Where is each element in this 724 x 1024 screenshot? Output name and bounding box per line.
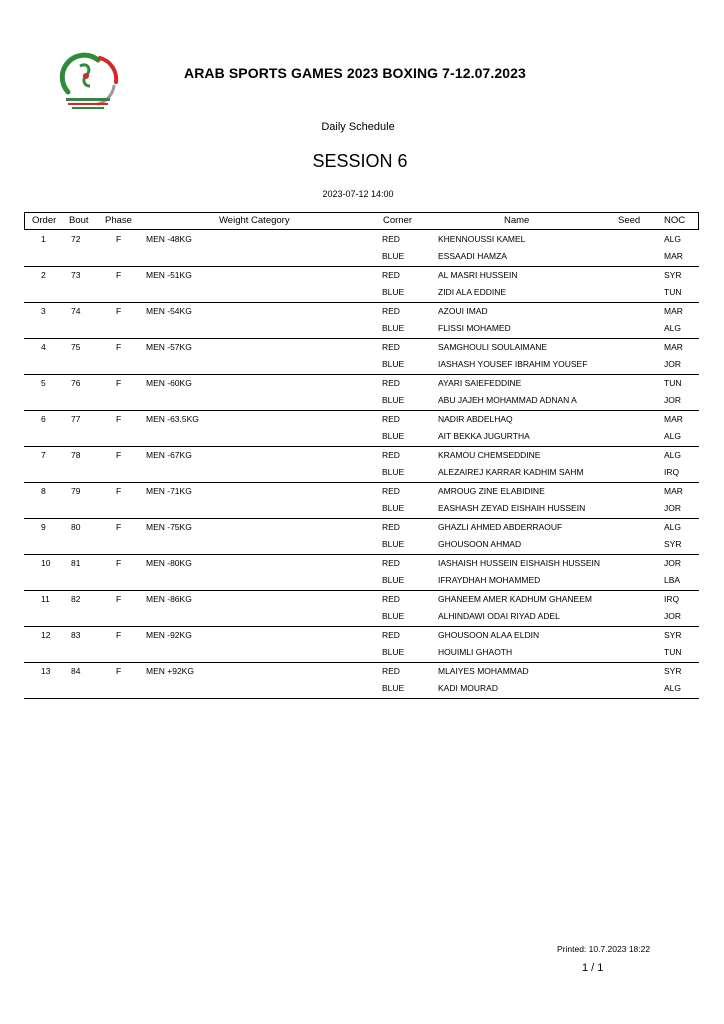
table-header [24, 212, 699, 230]
blue-boxer-noc: JOR [664, 611, 681, 621]
weight-category: MEN -54KG [146, 306, 192, 316]
bout-number: 84 [71, 666, 81, 676]
weight-category: MEN -51KG [146, 270, 192, 280]
column-header-weight: Weight Category [219, 215, 290, 226]
blue-boxer-name: ZIDI ALA EDDINE [438, 287, 507, 297]
bout-phase: F [116, 414, 122, 424]
bout-number: 82 [71, 594, 81, 604]
weight-category: MEN -63.5KG [146, 414, 199, 424]
red-corner-label: RED [382, 594, 400, 604]
bout-order: 7 [41, 450, 46, 460]
blue-corner-label: BLUE [382, 575, 405, 585]
column-header-corner: Corner [383, 215, 413, 226]
blue-corner-label: BLUE [382, 467, 405, 477]
blue-boxer-name: KADI MOURAD [438, 683, 498, 693]
red-boxer-noc: MAR [664, 486, 683, 496]
red-boxer-noc: MAR [664, 414, 683, 424]
weight-category: MEN -75KG [146, 522, 192, 532]
bout-order: 4 [41, 342, 46, 352]
subtitle-text: Daily Schedule [321, 121, 395, 133]
weight-category: MEN -71KG [146, 486, 192, 496]
bout-row [24, 375, 699, 411]
red-boxer-name: MLAIYES MOHAMMAD [438, 666, 529, 676]
page-number: 1 / 1 [582, 962, 604, 974]
bout-phase: F [116, 558, 122, 568]
blue-boxer-name: GHOUSOON AHMAD [438, 539, 522, 549]
bout-order: 3 [41, 306, 46, 316]
blue-corner-label: BLUE [382, 323, 405, 333]
blue-boxer-noc: SYR [664, 539, 682, 549]
bout-order: 8 [41, 486, 46, 496]
column-header-name: Name [504, 215, 530, 226]
column-header-noc: NOC [664, 215, 686, 226]
bout-row [24, 267, 699, 303]
column-header-bout: Bout [69, 215, 89, 226]
bout-number: 74 [71, 306, 81, 316]
blue-boxer-name: ALEZAIREJ KARRAR KADHIM SAHM [438, 467, 584, 477]
bout-phase: F [116, 594, 122, 604]
bout-phase: F [116, 450, 122, 460]
bout-phase: F [116, 234, 122, 244]
bout-order: 11 [41, 594, 50, 604]
blue-boxer-name: FLISSI MOHAMED [438, 323, 511, 333]
bout-row [24, 339, 699, 375]
red-boxer-name: IASHAISH HUSSEIN EISHAISH HUSSEIN [438, 558, 601, 568]
red-boxer-noc: TUN [664, 378, 682, 388]
blue-boxer-name: ALHINDAWI ODAI RIYAD ADEL [438, 611, 560, 621]
red-corner-label: RED [382, 450, 400, 460]
red-boxer-noc: ALG [664, 450, 682, 460]
blue-boxer-name: HOUIMLI GHAOTH [438, 647, 513, 657]
bout-phase: F [116, 486, 122, 496]
blue-boxer-name: AIT BEKKA JUGURTHA [438, 431, 530, 441]
bout-number: 72 [71, 234, 81, 244]
column-header-seed: Seed [618, 215, 641, 226]
red-boxer-noc: IRQ [664, 594, 680, 604]
red-boxer-name: KRAMOU CHEMSEDDINE [438, 450, 541, 460]
bout-number: 83 [71, 630, 81, 640]
blue-boxer-name: IFRAYDHAH MOHAMMED [438, 575, 541, 585]
document-title: ARAB SPORTS GAMES 2023 BOXING 7-12.07.2023 [184, 65, 526, 81]
red-corner-label: RED [382, 414, 400, 424]
blue-boxer-noc: MAR [664, 251, 683, 261]
bout-row [24, 555, 699, 591]
blue-boxer-noc: IRQ [664, 467, 680, 477]
bout-order: 5 [41, 378, 46, 388]
bout-phase: F [116, 306, 122, 316]
red-boxer-name: SAMGHOULI SOULAIMANE [438, 342, 548, 352]
blue-boxer-noc: LBA [664, 575, 681, 585]
weight-category: MEN -86KG [146, 594, 192, 604]
blue-boxer-name: EASHASH ZEYAD EISHAIH HUSSEIN [438, 503, 586, 513]
weight-category: MEN -67KG [146, 450, 192, 460]
bout-row [24, 483, 699, 519]
red-boxer-noc: ALG [664, 522, 682, 532]
blue-corner-label: BLUE [382, 431, 405, 441]
bout-row [24, 519, 699, 555]
red-boxer-name: NADIR ABDELHAQ [438, 414, 513, 424]
column-header-phase: Phase [105, 215, 132, 226]
blue-corner-label: BLUE [382, 287, 405, 297]
session-text: SESSION 6 [312, 151, 408, 171]
bout-row [24, 447, 699, 483]
red-corner-label: RED [382, 630, 400, 640]
blue-corner-label: BLUE [382, 503, 405, 513]
red-boxer-noc: MAR [664, 342, 683, 352]
bout-phase: F [116, 630, 122, 640]
red-corner-label: RED [382, 234, 400, 244]
datetime-text: 2023-07-12 14:00 [322, 189, 394, 199]
bout-order: 10 [41, 558, 51, 568]
blue-corner-label: BLUE [382, 683, 405, 693]
weight-category: MEN +92KG [146, 666, 194, 676]
blue-corner-label: BLUE [382, 611, 405, 621]
bout-number: 78 [71, 450, 81, 460]
red-corner-label: RED [382, 486, 400, 496]
blue-boxer-name: ESSAADI HAMZA [438, 251, 507, 261]
red-boxer-noc: SYR [664, 270, 682, 280]
weight-category: MEN -48KG [146, 234, 192, 244]
red-corner-label: RED [382, 306, 400, 316]
red-boxer-name: KHENNOUSSI KAMEL [438, 234, 526, 244]
bout-row [24, 303, 699, 339]
blue-boxer-name: ABU JAJEH MOHAMMAD ADNAN A [438, 395, 577, 405]
blue-corner-label: BLUE [382, 539, 405, 549]
bout-order: 1 [41, 234, 46, 244]
blue-boxer-noc: TUN [664, 647, 682, 657]
red-corner-label: RED [382, 378, 400, 388]
bout-phase: F [116, 522, 122, 532]
red-boxer-name: AZOUI IMAD [438, 306, 488, 316]
bout-row [24, 663, 699, 699]
bout-order: 13 [41, 666, 51, 676]
blue-boxer-noc: JOR [664, 395, 681, 405]
bout-phase: F [116, 378, 122, 388]
blue-boxer-name: IASHASH YOUSEF IBRAHIM YOUSEF [438, 359, 588, 369]
red-corner-label: RED [382, 270, 400, 280]
red-boxer-noc: SYR [664, 630, 682, 640]
bout-order: 12 [41, 630, 51, 640]
document-subtitle [0, 121, 724, 133]
red-corner-label: RED [382, 558, 400, 568]
bout-order: 6 [41, 414, 46, 424]
session-datetime [0, 189, 724, 199]
red-boxer-name: GHANEEM AMER KADHUM GHANEEM [438, 594, 592, 604]
bout-row [24, 627, 699, 663]
weight-category: MEN -57KG [146, 342, 192, 352]
bout-number: 73 [71, 270, 81, 280]
red-corner-label: RED [382, 342, 400, 352]
red-corner-label: RED [382, 522, 400, 532]
blue-boxer-noc: ALG [664, 431, 682, 441]
blue-corner-label: BLUE [382, 251, 405, 261]
printed-timestamp: Printed: 10.7.2023 18:22 [557, 944, 651, 954]
session-title [0, 151, 724, 172]
bout-phase: F [116, 270, 122, 280]
blue-corner-label: BLUE [382, 647, 405, 657]
red-boxer-noc: ALG [664, 234, 682, 244]
red-corner-label: RED [382, 666, 400, 676]
blue-boxer-noc: ALG [664, 323, 682, 333]
red-boxer-name: GHAZLI AHMED ABDERRAOUF [438, 522, 563, 532]
bout-row [24, 411, 699, 447]
red-boxer-name: GHOUSOON ALAA ELDIN [438, 630, 540, 640]
red-boxer-name: AYARI SAIEFEDDINE [438, 378, 522, 388]
bout-number: 81 [71, 558, 81, 568]
bout-number: 76 [71, 378, 81, 388]
weight-category: MEN -80KG [146, 558, 192, 568]
weight-category: MEN -92KG [146, 630, 192, 640]
blue-boxer-noc: JOR [664, 359, 681, 369]
weight-category: MEN -60KG [146, 378, 192, 388]
blue-corner-label: BLUE [382, 395, 405, 405]
bout-order: 9 [41, 522, 46, 532]
bout-number: 79 [71, 486, 81, 496]
bout-row [24, 591, 699, 627]
bout-phase: F [116, 666, 122, 676]
red-boxer-noc: MAR [664, 306, 683, 316]
red-boxer-name: AL MASRI HUSSEIN [438, 270, 518, 280]
bout-row [24, 231, 699, 267]
bout-order: 2 [41, 270, 46, 280]
column-header-order: Order [32, 215, 57, 226]
red-boxer-noc: SYR [664, 666, 682, 676]
blue-boxer-noc: TUN [664, 287, 682, 297]
blue-boxer-noc: JOR [664, 503, 681, 513]
arab-games-logo-icon [58, 52, 120, 114]
red-boxer-name: AMROUG ZINE ELABIDINE [438, 486, 545, 496]
bout-number: 77 [71, 414, 81, 424]
bout-number: 80 [71, 522, 81, 532]
bout-phase: F [116, 342, 122, 352]
bout-number: 75 [71, 342, 81, 352]
blue-boxer-noc: ALG [664, 683, 682, 693]
red-boxer-noc: JOR [664, 558, 681, 568]
blue-corner-label: BLUE [382, 359, 405, 369]
